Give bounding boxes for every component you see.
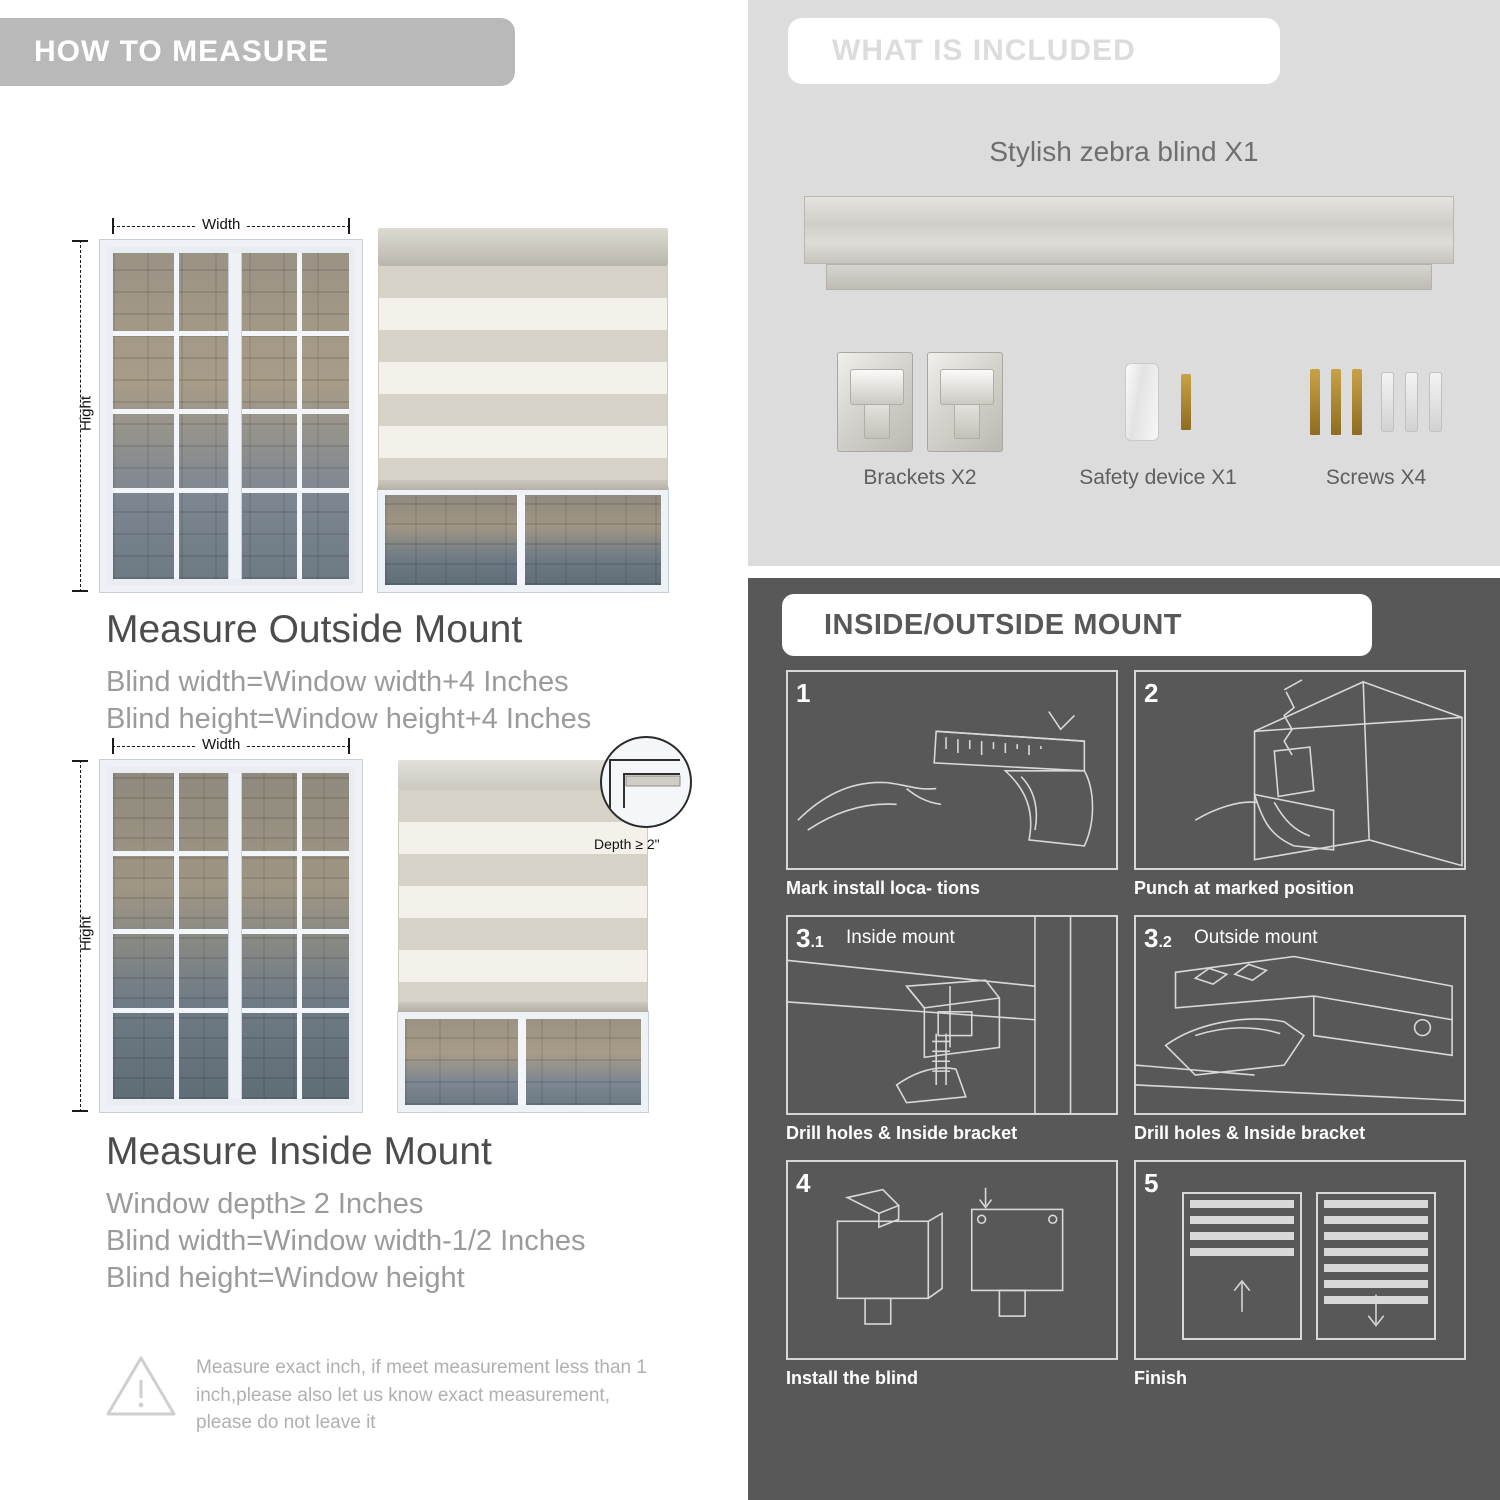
what-is-included-banner <box>788 18 1280 84</box>
outside-width-label: Width <box>196 216 246 233</box>
outside-sash-center <box>229 253 241 579</box>
bracket-left-icon <box>837 352 913 452</box>
inside-mount-line3: Blind height=Window height <box>106 1262 465 1294</box>
finish-blind-left <box>1182 1192 1302 1340</box>
inside-blind-mullion <box>518 1019 526 1105</box>
included-main-item-label: Stylish zebra blind X1 <box>989 136 1259 167</box>
finish-blind-right-arrow <box>1318 1194 1434 1337</box>
part-screws-label: Screws X4 <box>1325 466 1427 489</box>
step-3-1-number: 3.1 <box>796 923 824 953</box>
step-5-image <box>1134 1160 1466 1360</box>
inside-blind-window-glass <box>405 1019 641 1105</box>
rail-front-face <box>804 196 1454 264</box>
outside-window-glass <box>113 253 349 579</box>
depth-caption: Depth ≥ 2" <box>594 836 660 852</box>
right-column <box>748 0 1500 1500</box>
inside-mullion-v3 <box>297 773 302 1099</box>
step-5-number: 5 <box>1144 1168 1159 1198</box>
step-3-1-inline-title: Inside mount <box>846 927 955 948</box>
inside-outside-mount-banner <box>782 594 1372 656</box>
inside-blind-fabric <box>398 790 648 1006</box>
step-1-image <box>786 670 1118 870</box>
outside-blind-bottom-bar <box>378 480 668 490</box>
step-4-caption: Install the blind <box>786 1368 919 1388</box>
finish-blind-left-arrow <box>1184 1194 1300 1337</box>
depth-detail-sketch <box>602 738 692 828</box>
zebra-blind-rail-image <box>804 196 1454 300</box>
outside-height-tick-top <box>72 240 88 242</box>
step-1 <box>786 670 1118 899</box>
inside-mount-heading: Measure Inside Mount <box>106 1130 492 1173</box>
anchor-1-icon <box>1381 372 1394 432</box>
bracket-right-icon <box>927 352 1003 452</box>
how-to-measure-banner-label: HOW TO MEASURE <box>34 35 330 68</box>
what-is-included-panel <box>748 0 1500 566</box>
inside-blind-window <box>398 1012 648 1112</box>
outside-blind-window <box>378 488 668 592</box>
inside-mount-block <box>0 718 740 1434</box>
part-brackets <box>800 352 1040 490</box>
anchor-2-icon <box>1405 372 1418 432</box>
how-to-measure-banner <box>0 18 515 86</box>
anchor-3-icon <box>1429 372 1442 432</box>
safety-screw-icon <box>1181 374 1191 430</box>
step-3-2-caption: Drill holes & Inside bracket <box>1134 1123 1366 1143</box>
safety-clip-icon <box>1125 363 1159 441</box>
outside-mount-line1: Blind width=Window width+4 Inches <box>106 666 569 698</box>
part-screws <box>1276 352 1476 490</box>
inside-blind-illustration <box>398 760 648 1112</box>
inside-window-glass <box>113 773 349 1099</box>
outside-mullion-v3 <box>297 253 302 579</box>
part-safety-device-label: Safety device X1 <box>1079 466 1237 489</box>
what-is-included-banner-label: WHAT IS INCLUDED <box>832 34 1136 67</box>
inside-mount-line1: Window depth≥ 2 Inches <box>106 1188 424 1220</box>
how-to-measure-column <box>0 0 740 1500</box>
inside-mount-text <box>106 1130 586 1297</box>
screw-1-icon <box>1310 369 1320 435</box>
step-1-sketch <box>788 672 1116 870</box>
outside-mount-block <box>0 100 740 735</box>
inside-sash-center <box>229 773 241 1099</box>
rail-bottom-face <box>826 264 1432 290</box>
inside-mount-line2: Blind width=Window width-1/2 Inches <box>106 1225 586 1257</box>
inside-outside-mount-panel <box>748 578 1500 1500</box>
step-3-1-caption: Drill holes & Inside bracket <box>786 1123 1018 1143</box>
inside-width-label: Width <box>196 736 246 753</box>
inside-height-tick-bottom <box>72 1110 88 1112</box>
outside-width-tick-left <box>112 218 114 234</box>
depth-detail-circle <box>600 736 692 828</box>
outside-blind-window-glass <box>385 495 661 585</box>
measure-note <box>106 1354 666 1437</box>
warning-triangle-icon <box>106 1354 176 1423</box>
included-parts-row <box>748 352 1500 532</box>
step-1-caption: Mark install loca- tions <box>786 878 981 898</box>
step-3-1-image <box>786 915 1118 1115</box>
outside-mount-heading: Measure Outside Mount <box>106 608 523 651</box>
step-4 <box>786 1160 1118 1389</box>
outside-mount-diagram <box>0 100 740 500</box>
screws-icon <box>1276 352 1476 452</box>
brackets-icon <box>800 352 1040 452</box>
outside-blind-mullion <box>517 495 525 585</box>
outside-height-tick-bottom <box>72 590 88 592</box>
step-2-image <box>1134 670 1466 870</box>
outside-blind-fabric <box>378 266 668 488</box>
outside-mount-line2: Blind height=Window height+4 Inches <box>106 703 592 735</box>
safety-device-icon <box>1048 352 1268 452</box>
step-2-sketch <box>1136 672 1464 870</box>
outside-blind-headrail <box>378 228 668 266</box>
outside-height-label: Hight <box>77 395 95 432</box>
inside-height-tick-top <box>72 760 88 762</box>
step-2 <box>1134 670 1466 899</box>
step-3-2 <box>1134 915 1466 1144</box>
outside-window-illustration <box>100 240 362 592</box>
inside-window-illustration <box>100 760 362 1112</box>
inside-width-tick-left <box>112 738 114 754</box>
step-3-2-number: 3.2 <box>1144 923 1172 953</box>
inside-blind-bottom-bar <box>398 1002 648 1012</box>
finish-blind-right <box>1316 1192 1436 1340</box>
inside-mount-diagram <box>0 718 740 1118</box>
part-brackets-label: Brackets X2 <box>863 466 977 489</box>
inside-height-label: Hight <box>77 915 95 952</box>
inside-width-tick-right <box>348 738 350 754</box>
installation-steps <box>786 670 1466 1389</box>
part-safety-device <box>1048 352 1268 490</box>
screw-2-icon <box>1331 369 1341 435</box>
screw-3-icon <box>1352 369 1362 435</box>
step-1-number: 1 <box>796 678 811 708</box>
step-2-number: 2 <box>1144 678 1159 708</box>
step-5 <box>1134 1160 1466 1389</box>
measure-note-text: Measure exact inch, if meet measurement less than 1 inch,please also let us know exact measurement, please do not leave it <box>196 1357 647 1434</box>
outside-width-tick-right <box>348 218 350 234</box>
step-4-image <box>786 1160 1118 1360</box>
inside-mullion-v1 <box>174 773 179 1099</box>
outside-blind-illustration <box>378 228 668 592</box>
step-3-2-image <box>1134 915 1466 1115</box>
step-3-2-inline-title: Outside mount <box>1194 927 1318 948</box>
step-3-1 <box>786 915 1118 1144</box>
step-2-caption: Punch at marked position <box>1134 878 1355 898</box>
inside-outside-mount-banner-label: INSIDE/OUTSIDE MOUNT <box>824 608 1183 641</box>
step-5-caption: Finish <box>1134 1368 1187 1388</box>
step-4-number: 4 <box>796 1168 811 1198</box>
outside-mullion-v1 <box>174 253 179 579</box>
step-4-sketch <box>788 1162 1116 1360</box>
